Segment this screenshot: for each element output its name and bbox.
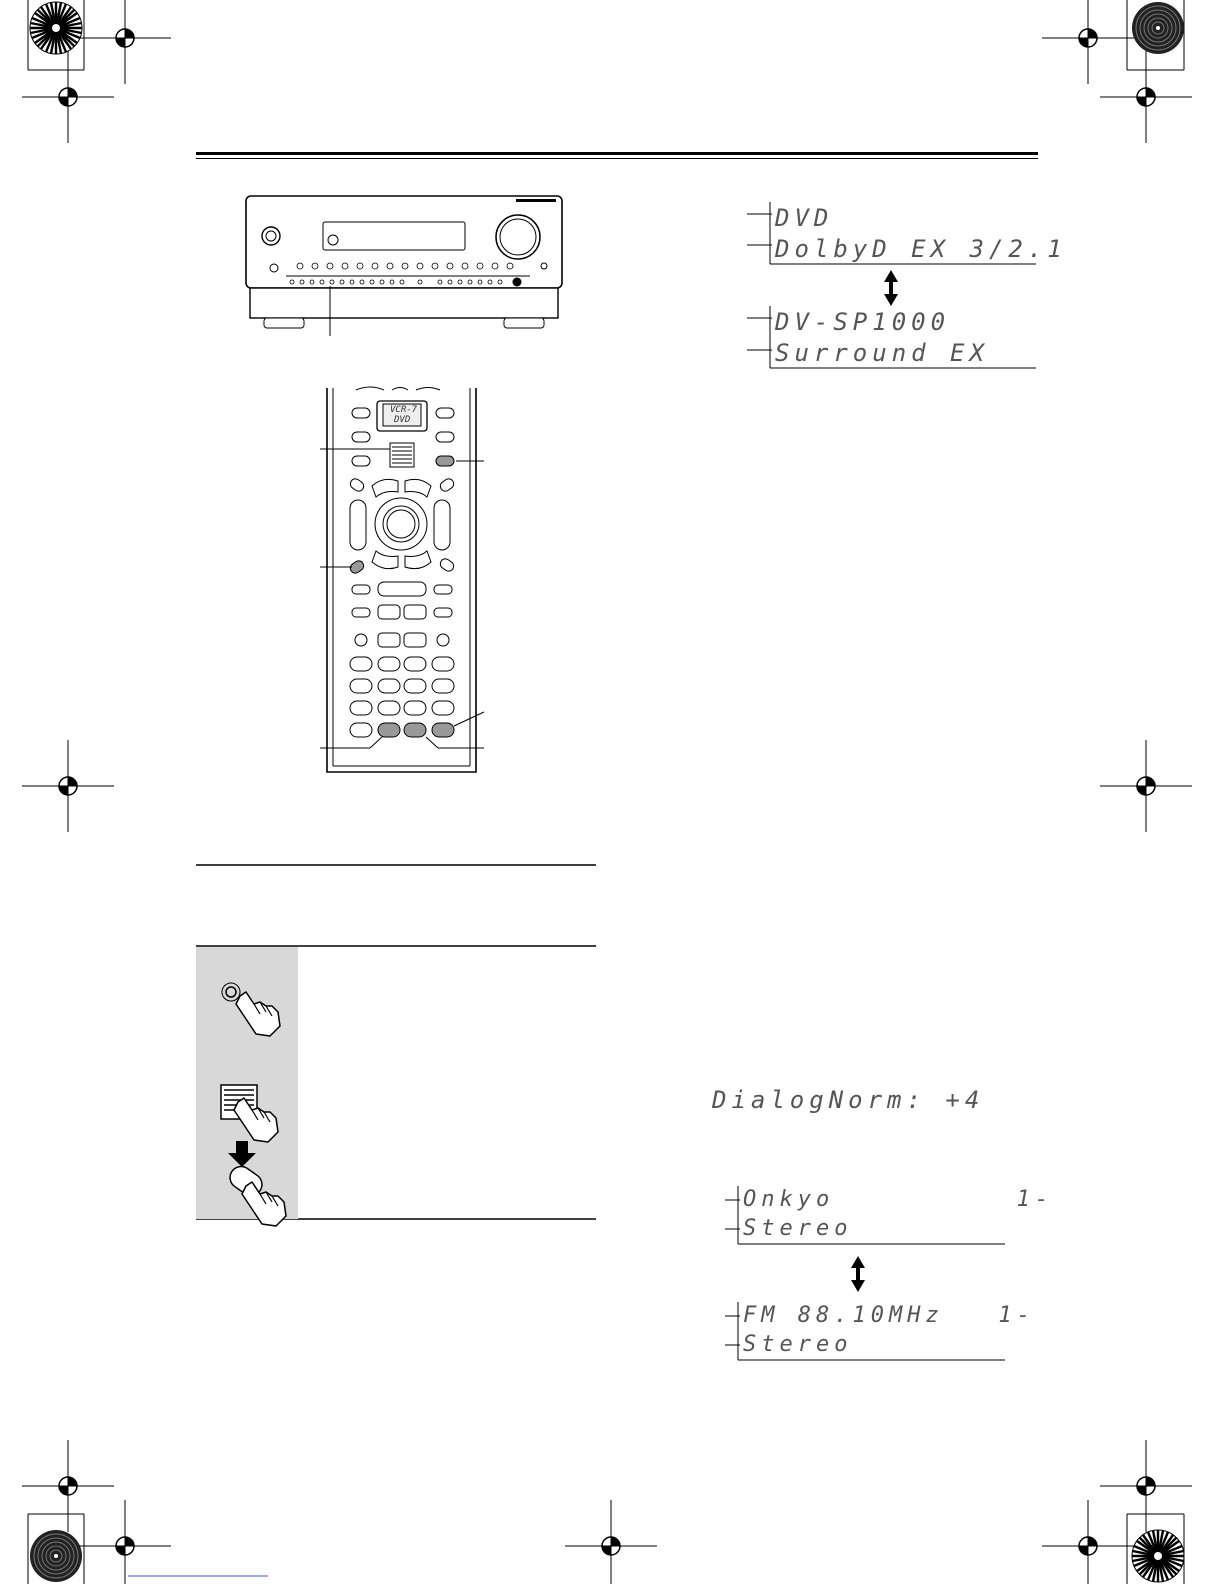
rings-mark	[1132, 2, 1184, 54]
rings-mark	[30, 1530, 82, 1582]
remote-lcd-line1: VCR-7	[390, 405, 418, 415]
starburst-mark	[1132, 1530, 1184, 1582]
display-dialog-norm: DialogNorm: +4	[712, 1086, 985, 1114]
remote-lcd-line2: DVD	[394, 415, 411, 425]
display-radio-alt-line1: FM 88.10MHz 1-	[743, 1303, 1035, 1328]
display-radio-alt-line2: Stereo	[743, 1332, 853, 1357]
display-radio-line2: Stereo	[743, 1216, 853, 1241]
header-rule	[196, 152, 1038, 155]
display-dvd-line2: DolbyD EX 3/2.1	[775, 235, 1067, 263]
remote-controller	[320, 387, 484, 772]
display-dvd-alt-line1: DV-SP1000	[775, 308, 951, 336]
display-dvd-alt-line2: Surround EX	[775, 339, 989, 367]
display-radio-line1: Onkyo 1-	[743, 1187, 1054, 1212]
starburst-mark	[30, 2, 82, 54]
double-arrow	[884, 270, 898, 306]
display-dvd-line1: DVD	[775, 204, 834, 232]
receiver-front-panel	[246, 196, 562, 336]
double-arrow	[851, 1256, 865, 1292]
